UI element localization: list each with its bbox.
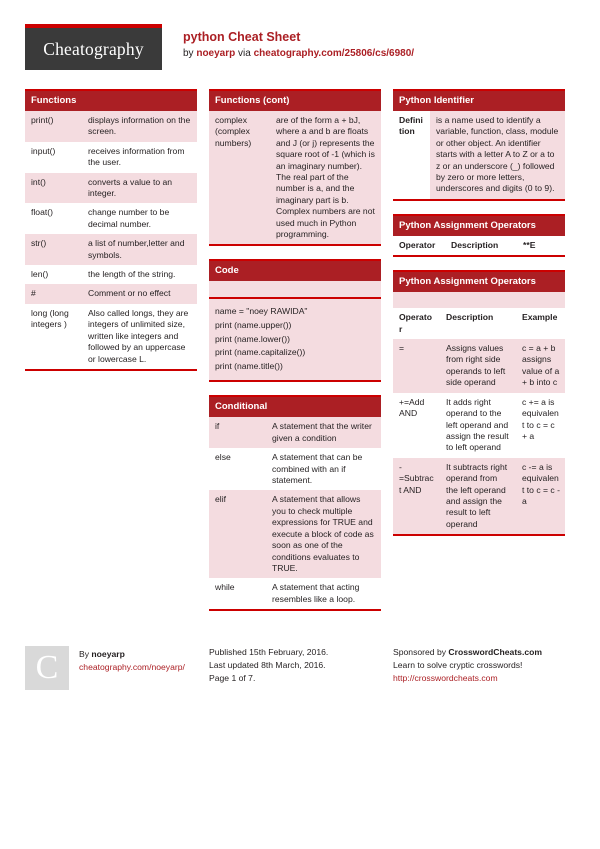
- section-title-conditional: Conditional: [209, 395, 381, 417]
- python-identifier-table: [393, 111, 565, 199]
- code-block-cell: [209, 299, 381, 380]
- term-cell: long (long integers ): [25, 304, 82, 369]
- title-block: [183, 24, 414, 61]
- term-cell: while: [209, 578, 266, 609]
- source-link[interactable]: cheatography.com/25806/cs/6980/: [253, 48, 415, 59]
- byline-prefix: by: [183, 48, 197, 59]
- columns-container: [0, 70, 600, 624]
- section-python-identifier: [393, 89, 565, 201]
- section-title-assignment-operators-2: Python Assignment Operators: [393, 270, 565, 292]
- section-title-functions: Functions: [25, 89, 197, 111]
- section-code: [209, 259, 381, 382]
- code-spacer-table: [209, 281, 381, 297]
- term-cell: #: [25, 284, 82, 303]
- code-block-table: [209, 299, 381, 380]
- table-row: [393, 111, 565, 199]
- code-line: print (name.upper()): [215, 320, 292, 331]
- blank-cell: [393, 292, 565, 308]
- desc-cell: Comment or no effect: [82, 284, 197, 303]
- desc-cell: change number to be decimal number.: [82, 203, 197, 234]
- table-row: [393, 393, 565, 458]
- code-block-row: [209, 299, 381, 380]
- section-title-assignment-operators-1: Python Assignment Operators: [393, 214, 565, 236]
- table-row-blank: [393, 292, 565, 308]
- desc-cell: displays information on the screen.: [82, 111, 197, 142]
- sponsor-tagline: Learn to solve cryptic crosswords!: [393, 660, 523, 671]
- functions-table: [25, 111, 197, 369]
- description-cell: Assigns values from right side operands to left side operand: [440, 339, 516, 393]
- cheatography-logo-text: Cheatography: [43, 38, 144, 59]
- section-functions: [25, 89, 197, 371]
- assignment-operators-header-table: [393, 236, 565, 255]
- term-cell: else: [209, 448, 266, 490]
- by-label: By: [79, 649, 92, 660]
- byline-via: via: [235, 48, 254, 59]
- example-cell: c = a + b assigns value of a + b into c: [516, 339, 565, 393]
- cheatography-logo[interactable]: [25, 24, 162, 70]
- desc-cell: receives information from the user.: [82, 142, 197, 173]
- column-3: [393, 89, 565, 549]
- table-row: [25, 234, 197, 265]
- desc-cell: A statement that the writer given a condition: [266, 417, 381, 448]
- description-cell: It subtracts right operand from the left operand and assign the result to left operand: [440, 458, 516, 534]
- blank-cell: [209, 281, 381, 297]
- operator-cell: -=Subtract AND: [393, 458, 440, 534]
- desc-cell: a list of number,letter and symbols.: [82, 234, 197, 265]
- footer-author-block: [25, 646, 197, 690]
- example-cell: c -= a is equivalent to c = c - a: [516, 458, 565, 534]
- desc-cell: the length of the string.: [82, 265, 197, 284]
- operator-cell: =: [393, 339, 440, 393]
- section-assignment-operators-head: [393, 214, 565, 257]
- page-title: python Cheat Sheet: [183, 30, 301, 44]
- footer-author-name: noeyarp: [91, 649, 125, 660]
- sponsor-name[interactable]: CrosswordCheats.com: [448, 647, 543, 658]
- term-cell: Definition: [399, 115, 423, 137]
- table-row: [209, 578, 381, 609]
- term-cell: print(): [25, 111, 82, 142]
- term-cell: if: [209, 417, 266, 448]
- avatar: C: [25, 646, 69, 690]
- table-row: [209, 448, 381, 490]
- table-row-blank: [209, 281, 381, 297]
- desc-cell: A statement that can be combined with an if statement.: [266, 448, 381, 490]
- section-functions-cont: [209, 89, 381, 246]
- section-title-code: Code: [209, 259, 381, 281]
- term-cell: int(): [25, 173, 82, 204]
- term-cell: elif: [209, 490, 266, 578]
- col-header-example: **E: [523, 239, 536, 250]
- example-cell: c += a is equivalent to c = c + a: [516, 393, 565, 458]
- author-profile-link[interactable]: cheatography.com/noeyarp/: [79, 662, 185, 673]
- operator-cell: +=Add AND: [393, 393, 440, 458]
- table-header-row: [393, 236, 565, 255]
- table-row: [209, 111, 381, 244]
- term-cell: float(): [25, 203, 82, 234]
- sponsor-url[interactable]: http://crosswordcheats.com: [393, 673, 498, 684]
- term-cell: str(): [25, 234, 82, 265]
- desc-cell: A statement that allows you to check multiple expressions for TRUE and execute a block of code as soon as one of the conditions evaluates to TRUE.: [266, 490, 381, 578]
- assignment-operators-table: [393, 292, 565, 534]
- table-row: [25, 265, 197, 284]
- table-row: [25, 111, 197, 142]
- author-line: [79, 648, 185, 661]
- col-header-description: Description: [446, 312, 494, 323]
- code-line: print (name.title()): [215, 360, 283, 371]
- sponsor-line: [393, 646, 565, 659]
- term-cell: input(): [25, 142, 82, 173]
- col-header-operator: Operator: [399, 312, 432, 334]
- author-link[interactable]: noeyarp: [196, 48, 236, 59]
- table-row: [209, 490, 381, 578]
- page-header: [0, 0, 600, 70]
- term-cell: len(): [25, 265, 82, 284]
- table-row: [25, 142, 197, 173]
- published-date: Published 15th February, 2016.: [209, 647, 329, 658]
- footer-sponsor-block: [393, 646, 565, 685]
- table-row: [393, 458, 565, 534]
- sponsor-prefix: Sponsored by: [393, 647, 449, 658]
- col-header-operator: Operator: [399, 239, 436, 250]
- column-1: [25, 89, 197, 384]
- page-number: Page 1 of 7.: [209, 673, 256, 684]
- page-footer: [0, 624, 600, 690]
- desc-cell: converts a value to an integer.: [82, 173, 197, 204]
- author-meta: [79, 646, 185, 690]
- section-title-python-identifier: Python Identifier: [393, 89, 565, 111]
- table-row: [209, 417, 381, 448]
- desc-cell: Also called longs, they are integers of unlimited size, written like integers and followed by an uppercase or lowercase L.: [82, 304, 197, 369]
- section-assignment-operators: [393, 270, 565, 536]
- desc-cell: are of the form a + bJ, where a and b are floats and J (or j) represents the square root of -1 (which is an imaginary number). The real part of the number is a, and the imaginary part is b. Complex numbers are not used much in Python programming.: [270, 111, 381, 244]
- table-row: [393, 339, 565, 393]
- term-cell: complex (complex numbers): [209, 111, 270, 244]
- table-row: [25, 173, 197, 204]
- desc-cell: is a name used to identify a variable, function, class, module or other object. An identifier starts with a letter A to Z or a to z or an underscore (_) followed by zero or more letters, underscores and digits (0 to 9).: [430, 111, 565, 199]
- column-2: [209, 89, 381, 624]
- byline: [183, 47, 414, 61]
- functions-cont-table: [209, 111, 381, 244]
- table-row: [25, 284, 197, 303]
- updated-date: Last updated 8th March, 2016.: [209, 660, 326, 671]
- conditional-table: [209, 417, 381, 609]
- footer-dates-block: [209, 646, 381, 685]
- section-conditional: [209, 395, 381, 611]
- table-row: [25, 304, 197, 369]
- col-header-example: Example: [522, 312, 558, 323]
- col-header-description: Description: [451, 239, 499, 250]
- code-line: print (name.capitalize()): [215, 347, 306, 358]
- code-line: print (name.lower()): [215, 333, 290, 344]
- table-header-row: [393, 308, 565, 339]
- desc-cell: A statement that acting resembles like a loop.: [266, 578, 381, 609]
- section-title-functions-cont: Functions (cont): [209, 89, 381, 111]
- description-cell: It adds right operand to the left operand and assign the result to left operand: [440, 393, 516, 458]
- code-line: name = "noey RAWIDA": [215, 306, 308, 317]
- table-row: [25, 203, 197, 234]
